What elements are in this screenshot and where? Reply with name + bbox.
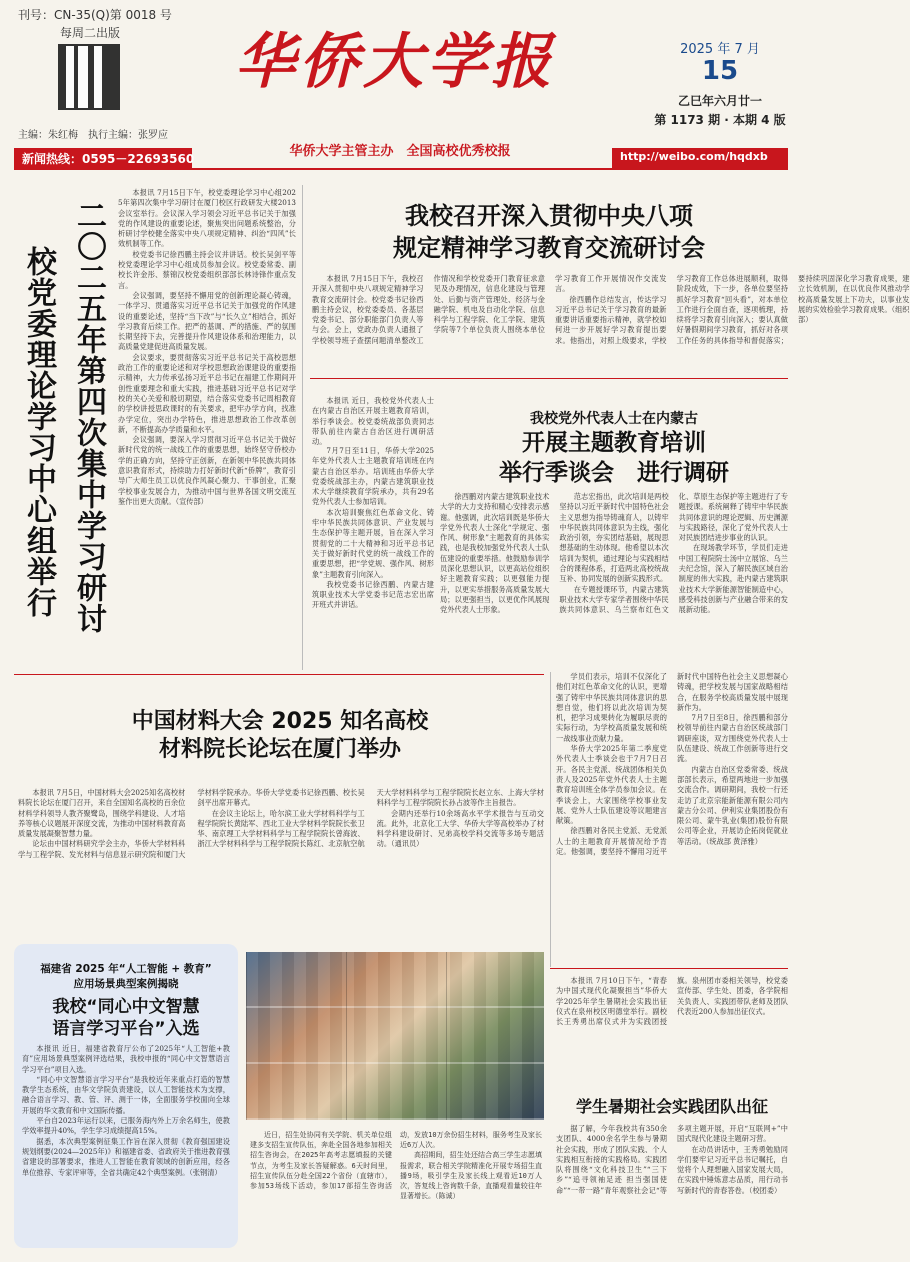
article6-para: 在动员讲话中，王秀勇勉励同学们要牢记习近平总书记嘱托，自觉将个人理想融入国家发展大局，在实践中锤炼意志品质，用行动书写新时代的青春答卷。（校团委） xyxy=(677,1144,788,1195)
article3-para: 内蒙古自治区党委常委、统战部部长表示，希望两地进一步加强交流合作。调研期间，我校一行还走访了北京宗能新能源有限公司内蒙古分公司、伊利实业集团股份有限公司、蒙牛乳业(集团)股份有限公司等企业，开展访企拓岗促就业等活动。（统战部 黄泽雅） xyxy=(677,764,788,846)
article1-para: 会议要求，要贯彻落实习近平总书记关于高校思想政治工作的重要论述和对学校思想政治课建设的重要指示精神，大力传承弘扬习近平总书记在福建工作期间开创性重要理念和重大实践，推进基础习近平总书记对学校的关心关爱和殷切期望，结合落实党委书记周相教育的学校讲授思政课时的有关要求，把牢办学方向，找准办学定位，突出办学特色，推进思想政治工作改革创新，不断提高办学质量和水平。 xyxy=(118,352,296,434)
article4-para: 本报讯 7月5日，中国材料大会2025知名高校材料院长论坛在厦门召开，来自全国知名高校的百余位材料学科领导人教齐聚鹭岛，围绕学科建设、人才培养等核心议题展开深度交流，为推动中国材料教育高质量发展凝聚智慧力量。 xyxy=(18,788,186,839)
weibo-link[interactable]: http://weibo.com/hqdxb xyxy=(620,150,768,163)
article5-title-line2: 语言学习平台”入选 xyxy=(52,1019,200,1039)
lunar-date: 乙巳年六月廿一 xyxy=(677,94,762,108)
article1-title xyxy=(20,200,110,670)
article4-title-line1: 中国材料大会 2025 知名高校 xyxy=(131,709,429,734)
article6-para: 据了解，今年我校共有350余支团队、4000余名学生参与暑期社会实践，形成了团队实践、个人实践相互衔接的实践格局。实践团队将围绕“文化科技卫生”“三下乡”“追寻领袖足迹 担当强国使命”“一带一路”青年观察社会记“等多项主题开展，开启“互联网+”中国式现代化建设主题研习营。 xyxy=(556,1124,788,1195)
photo-caption-para: 高招期间，招生处还结合高三学生志愿填报需求，联合相关学院精准化开展专场招生直播9场，吸引学生及家长线上观看近10万人次，答复线上咨询数千条，直播观看量较往年显著增长。（陈诚） xyxy=(400,1151,542,1201)
article3-title xyxy=(440,428,788,488)
article2-title xyxy=(310,200,788,264)
qr-code xyxy=(58,44,120,110)
issue-number: 第 1173 期 · 本期 4 版 xyxy=(654,113,786,127)
article3-title-line1: 开展主题教育培训 xyxy=(522,430,706,456)
article2-title-line1: 我校召开深入贯彻中央八项 xyxy=(405,202,693,230)
article3-para: 本次培训聚焦红色革命文化、铸牢中华民族共同体意识、产业发展与生态保护等主题开展，旨在深入学习贯彻党的二十大精神和习近平总书记关于做好新时代党的统一战线工作的重要思想，把“学党规、强作风、树形象”主题教育引向深入。 xyxy=(312,507,434,579)
article5-para: 平台自2023年运行以来，已服务海内外上万余名师生，使教学效率提升40%，学生学习成绩提高15%。 xyxy=(22,1116,230,1136)
article2-body xyxy=(312,274,910,356)
article3-para: 7月7日至8日，徐西鹏和部分校领导前往内蒙古自治区统战部门调研座谈，双方围绕党外代表人士队伍建设、统战工作创新等进行交流。 xyxy=(677,713,788,764)
divider xyxy=(550,672,551,967)
article4-title xyxy=(20,708,540,764)
article4-body xyxy=(18,788,544,920)
article5-kicker xyxy=(20,962,232,992)
article1-body xyxy=(118,188,296,666)
article2-para: 徐西鹏作总结发言，传达学习习近平总书记关于学习教育的最新重要讲话重要指示精神，就学校如何进一步开展好学习教育提出要求。他指出，对照上级要求，学校学习教育工作总体进展顺利，取得阶段成效，下一步，各单位要坚持抓好学习教育“回头看”，对本单位工作进行全面自查，逐项梳理，持续将学习教育引向深入；要认真做好暑假期间学习教育，抓好对各项工作任务的具体指导和督促落实；要持续巩固深化学习教育成果，建立长效机制，在以优良作风推动学校高质量发展上下功夫，以事业发展的实效检验学习教育成果。（组织部） xyxy=(555,274,910,345)
article1-title-line1: 二〇二五年第四次集中学习研讨 xyxy=(71,200,106,634)
date-month: 2025 年 7 月 xyxy=(680,42,760,57)
divider xyxy=(14,674,544,675)
article2-title-line2: 规定精神学习教育交流研讨会 xyxy=(393,234,705,262)
hotline-label: 新闻热线：0595－22693560 xyxy=(22,152,195,166)
article4-title-line2: 材料院长论坛在厦门举办 xyxy=(158,737,401,762)
article1-para: 会议强调，要深入学习贯彻习近平总书记关于做好新时代党的统一战线工作的重要思想，始终坚守侨校办学的正确方向，坚持守正创新，在新领中华民族共同体意识教育形式，持续助力打好新时代新“侨牌”，教育引导广大师生员工以优良作风凝心聚力、干事创业，汇聚学校事业发展合力，为推动中国与世界各国文明交流互鉴作出更大贡献。（宣传部） xyxy=(118,435,296,506)
article5-title-line1: 我校“同心中文智慧 xyxy=(52,997,200,1017)
article3-para: 本报讯 近日，我校党外代表人士在内蒙古自治区开展主题教育培训，举行季谈会。校党委统战部负责同志带队前往内蒙古自治区进行调研活动。 xyxy=(312,396,434,447)
divider xyxy=(310,378,788,379)
article1-title-line2: 校党委理论学习中心组举行 xyxy=(21,246,56,618)
article4-para: 会期内还举行10余场高水平学术报告与互动交流。此外，北京化工大学、华侨大学等高校举办了材料学科建设研讨、兄弟高校学科交流等多场专题活动。（通讯员） xyxy=(376,808,544,849)
article3-para: 华侨大学2025年第二季度党外代表人士季谈会也于7月7日召开。各民主党派、统战团体相关负责人及2025年党外代表人士主题教育培训班全体学员参加会议。在季谈会上，大家围绕学校事业发展、党外人士队伍建设等议题建言献策。 xyxy=(556,744,667,826)
issn-label: 刊号：CN-35(Q)第 0018 号 xyxy=(18,8,172,22)
photo-caption xyxy=(250,1130,542,1254)
divider xyxy=(302,185,303,670)
sponsor-label: 华侨大学主管主办 全国高校优秀校报 xyxy=(289,144,511,159)
masthead xyxy=(0,0,800,166)
article3-kicker: 我校党外代表人士在内蒙古 xyxy=(530,411,698,427)
article3-para: 徐西鹏对内蒙古建筑职业技术大学的大力支持和精心安排表示感谢。他强调，此次培训既是华侨大学党外代表人士深化“学规定、强作风、树形象”主题教育的具体实践，也是我校加强党外代表人士队伍建设的重要举措。他鼓励参训学员深化思想认识，以更高站位组织好主题教育实践；以更强能力提升，以更实举措服务高质量发展大局；以更强担当，以更优作风展现党外代表人士形象。 xyxy=(440,492,550,615)
article2-para: 本报讯 7月15日下午，我校召开深入贯彻中央八项规定精神学习教育交流研讨会。校党委书记徐西鹏主持会议，校党委委员、各基层党委书记、部分职能部门负责人等与会。会上，党政办负责人通报了学校领导班子查摆问题清单整改工作情况和学校党委开门教育征求意见及办理情况，信息化建设与管理处、后勤与资产管理处、经济与金融学院、机电及自动化学院、信息科学与工程学院、化工学院、建筑学院等7个单位负责人围绕本单位学习教育工作开展情况作交流发言。 xyxy=(312,274,667,345)
article6-title: 学生暑期社会实践团队出征 xyxy=(575,1097,768,1116)
article3-intro xyxy=(312,396,434,447)
article3-title-line2: 举行季谈会 进行调研 xyxy=(499,460,729,486)
article6-body-bottom xyxy=(556,1124,788,1254)
newspaper-title: 华侨大学报 xyxy=(235,27,555,97)
article5-title xyxy=(20,996,232,1040)
editor-label: 主编：朱红梅 执行主编：张罗应 xyxy=(18,130,168,141)
article5-kicker-line1: 福建省 2025 年“人工智能 + 教育” xyxy=(40,963,212,975)
article5-para: 据悉，本次典型案例征集工作旨在深入贯彻《教育强国建设规划纲要(2024—2025年)》和福建省委、省政府关于推进教育强省建设的部署要求，推进人工智能在教育领域的创新应用，经各单位推荐、专家评审等，全省共确定42个典型案例。（张钢清） xyxy=(22,1136,230,1177)
article3-para: 7月7日至11日，华侨大学2025年党外代表人士主题教育培训班在内蒙古自治区举办。培训班由华侨大学党委统战部主办，内蒙古建筑职业技术大学继续教育学院承办，共有29名党外代表人士参加培训。 xyxy=(312,446,434,507)
frequency-label: 每周二出版 xyxy=(60,26,121,40)
article4-para: 在会议主论坛上，哈尔滨工业大学材料科学与工程学院院长黄陆军、西北工业大学材料学院院长张卫华、南京理工大学材料科学与工程学院院长曾海波、浙江大学材料科学与工程学院院长陈红、北京航空航天大学材料科学与工程学院院长赵立东、上海大学材料科学与工程学院院长孙占波等作主旨报告。 xyxy=(197,788,544,849)
article1-para: 校党委书记徐西鹏主持会议并讲话。校长吴剑平等校党委理论学习中心组成员参加会议。校党委常委、副校长许金彤、蔡锦汉校党委组织部部长林诗锋作重点发言。 xyxy=(118,249,296,290)
article3-body-a xyxy=(312,446,434,666)
article4-para: 论坛由中国材料研究学会主办，华侨大学材料科学与工程学院、发光材料与信息显示研究院和厦门大学材料学院承办。华侨大学党委书记徐西鹏、校长吴剑平出席开幕式。 xyxy=(18,788,365,859)
masthead-rule xyxy=(14,168,788,170)
divider xyxy=(550,968,788,969)
article3-para: 徐西鹏对各民主党派、无党派人士的主题教育开展情况给予肯定。他强调，要坚持不懈用习近平新时代中国特色社会主义思想凝心铸魂，把学校发展与国家战略相结合，在服务学校高质量发展中展现新作为。 xyxy=(556,672,788,857)
article5-para: 本报讯 近日，福建省教育厅公布了2025年“人工智能+教育”应用场景典型案例评选结果，我校申报的“同心中文智慧语言学习平台”项目入选。 xyxy=(22,1044,230,1074)
date-day: 15 xyxy=(701,56,739,86)
article1-para: 会议强调，要坚持不懈用党的创新理论凝心铸魂，一体学习、贯通落实习近平总书记关于加强党的作风建设的重要论述，坚持“当下改”与“长久立”相结合，抓好学习教育后续工作。把严的基调、严的措施、严的氛围长期坚持下去，完善提升作风建设体系和治理能力，以高质量党建促进高质量发展。 xyxy=(118,290,296,352)
article3-body-b xyxy=(440,492,788,667)
article6-para: 本报讯 7月10日下午，“青春为中国式现代化凝聚担当”华侨大学2025年学生暑期社会实践出征仪式在泉州校区明德堂举行。副校长王秀勇出席仪式并为实践团授旗。泉州团市委相关领导，校党委宣传部、学生处、团委，各学院相关负责人、实践团带队老师及团队代表近200人参加出征仪式。 xyxy=(556,976,788,1027)
article5-body xyxy=(22,1044,230,1244)
enrollment-photo-collage xyxy=(246,952,544,1120)
article3-para: 在现场教学环节，学员们走进中国工程院院士汤中立展馆、乌兰夫纪念馆，深入了解民族区域自治制度的伟大实践，赴内蒙古建筑职业技术大学新能源智能制造中心，感受科技创新与产业融合带来的发展新动能。 xyxy=(678,543,788,615)
article1-para: 本报讯 7月15日下午，校党委理论学习中心组2025年第四次集中学习研讨在厦门校区行政研发大楼2013会议室举行。会议深入学习领会习近平总书记关于加强党的作风建设的重要论述，聚焦突出问题系统整治，分析研讨学校健全落实中央八项规定精神、纠治“四风”长效机制等工作。 xyxy=(118,188,296,249)
article5-kicker-line2: 应用场景典型案例揭晓 xyxy=(73,978,179,990)
article3-para: 在专题授课环节，内蒙古建筑职业技术大学专家学者围绕中华民族共同体意识、乌兰察布红色文化、草原生态保护等主题进行了专题授课。系统阐释了铸牢中华民族共同体意识的理论逻辑、历史渊源与实践路径，深化了党外代表人士对民族团结进步事业的认识。 xyxy=(559,492,788,615)
photo-caption-para: 近日，招生处协同有关学院、机关单位组建多支招生宣传队伍，奔赴全国各地参加相关招生咨询会，在2025年高考志愿填报的关键节点，为考生及家长答疑解惑。6天时间里，招生宣传队伍分赴全国22个省份（直辖市），参加53场线下活动，参加17部招生咨询活动，发放10万余份招生材料，服务考生及家长近6万人次。 xyxy=(250,1131,542,1191)
article3-para: 学员们表示，培训不仅深化了他们对红色革命文化的认识，更增强了铸牢中华民族共同体意识的思想自觉，他们将以此次培训为契机，把学习成果转化为履职尽责的实际行动，为学校高质量发展和统一战线事业贡献力量。 xyxy=(556,672,667,743)
article5-para: “同心中文智慧语言学习平台”是我校近年来重点打造的智慧教学生态系统，由华文学院负责建设，以人工智能技术为支撑，融合语言学习、教、管、评、测于一体，全面服务学校面向全球开展的华文教育和中文国际传播。 xyxy=(22,1074,230,1115)
article3-para: 我校党委书记徐西鹏、内蒙古建筑职业技术大学党委书记范志宏出席开班式并讲话。 xyxy=(312,579,434,610)
article3-body-c xyxy=(556,672,788,964)
article3-para: 范志宏指出，此次培训是两校坚持以习近平新时代中国特色社会主义思想为指导铸魂育人，以铸牢中华民族共同体意识为主线，强化政治引领，夯实团结基础，展现思想基础的生动体现。他希望以本次培训为契机，通过理论与实践相结合的课程体系，打造两北高校统战互补、协同发展的创新实践形式。 xyxy=(559,492,669,584)
article6-body-top xyxy=(556,976,788,1086)
